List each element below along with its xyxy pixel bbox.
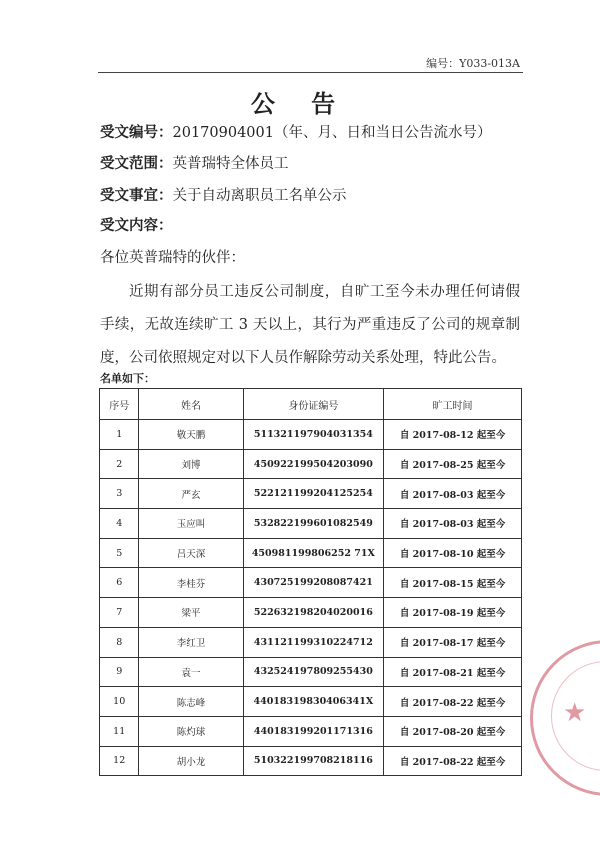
cell-id: 450981199806252 71X xyxy=(243,538,384,568)
cell-name: 李桂芬 xyxy=(139,568,243,598)
body-paragraph: 近期有部分员工违反公司制度，自旷工至今未办理任何请假手续，无故连续旷工 3 天以上，其行为严重违反了公司的规章制度，公司依照规定对以下人员作解除劳动关系处理，特此公告。 xyxy=(100,284,520,366)
cell-no: 4 xyxy=(100,509,139,539)
cell-id: 510322199708218116 xyxy=(243,746,384,776)
table-row xyxy=(100,420,522,450)
salutation: 各位英普瑞特的伙伴： xyxy=(100,250,245,266)
cell-absence: 自 2017-08-20 起至今 xyxy=(384,716,522,746)
cell-id: 522121199204125254 xyxy=(243,479,384,509)
table-row xyxy=(100,657,522,687)
field-value: 英普瑞特全体员工 xyxy=(172,156,289,172)
document-number: 编号：Y033-013A xyxy=(426,57,520,70)
cell-absence: 自 2017-08-25 起至今 xyxy=(384,449,522,479)
cell-id: 440183199201171316 xyxy=(243,716,384,746)
cell-no: 11 xyxy=(100,716,139,746)
cell-no: 2 xyxy=(100,449,139,479)
field-label: 受文内容： xyxy=(100,218,173,234)
table-row xyxy=(100,598,522,628)
cell-absence: 自 2017-08-12 起至今 xyxy=(384,420,522,450)
cell-no: 6 xyxy=(100,568,139,598)
cell-id: 430725199208087421 xyxy=(243,568,384,598)
table-row xyxy=(100,568,522,598)
cell-no: 5 xyxy=(100,538,139,568)
cell-absence: 自 2017-08-10 起至今 xyxy=(384,538,522,568)
cell-absence: 自 2017-08-19 起至今 xyxy=(384,598,522,628)
list-title: 名单如下： xyxy=(100,372,155,385)
cell-absence: 自 2017-08-03 起至今 xyxy=(384,509,522,539)
employee-table xyxy=(99,388,522,776)
company-seal xyxy=(530,640,600,796)
cell-name: 陈灼球 xyxy=(139,716,243,746)
page-title: 公 告 xyxy=(250,90,350,118)
cell-name: 袁一 xyxy=(139,657,243,687)
cell-id: 511321197904031354 xyxy=(243,420,384,450)
table-body xyxy=(100,420,522,776)
table-row xyxy=(100,627,522,657)
cell-no: 3 xyxy=(100,479,139,509)
table-row xyxy=(100,479,522,509)
cell-no: 9 xyxy=(100,657,139,687)
cell-absence: 自 2017-08-15 起至今 xyxy=(384,568,522,598)
cell-name: 吕天深 xyxy=(139,538,243,568)
cell-absence: 自 2017-08-03 起至今 xyxy=(384,479,522,509)
header-name: 姓名 xyxy=(139,389,243,420)
header-absence: 旷工时间 xyxy=(384,389,522,420)
cell-no: 8 xyxy=(100,627,139,657)
cell-id: 522632198204020016 xyxy=(243,598,384,628)
cell-id: 432524197809255430 xyxy=(243,657,384,687)
table-row xyxy=(100,746,522,776)
field-content xyxy=(100,214,173,235)
cell-id: 431121199310224712 xyxy=(243,627,384,657)
cell-absence: 自 2017-08-22 起至今 xyxy=(384,746,522,776)
cell-id: 532822199601082549 xyxy=(243,509,384,539)
field-label: 受文编号： xyxy=(100,125,173,141)
field-label: 受文事宜： xyxy=(100,188,173,204)
cell-name: 陈志峰 xyxy=(139,687,243,717)
header-rule xyxy=(98,72,523,73)
seal-star-icon: ★ xyxy=(563,698,587,728)
field-scope xyxy=(100,152,289,173)
cell-absence: 自 2017-08-17 起至今 xyxy=(384,627,522,657)
table-row xyxy=(100,538,522,568)
field-value: 关于自动离职员工名单公示 xyxy=(172,188,347,204)
cell-name: 梁平 xyxy=(139,598,243,628)
cell-name: 李红卫 xyxy=(139,627,243,657)
cell-id: 44018319830406341X xyxy=(243,687,384,717)
cell-absence: 自 2017-08-21 起至今 xyxy=(384,657,522,687)
cell-no: 12 xyxy=(100,746,139,776)
cell-name: 敬天鹏 xyxy=(139,420,243,450)
table-row xyxy=(100,509,522,539)
cell-name: 刘博 xyxy=(139,449,243,479)
cell-name: 严玄 xyxy=(139,479,243,509)
table-row xyxy=(100,449,522,479)
cell-id: 450922199504203090 xyxy=(243,449,384,479)
cell-name: 玉应叫 xyxy=(139,509,243,539)
field-label: 受文范围： xyxy=(100,156,173,172)
cell-no: 7 xyxy=(100,598,139,628)
field-subject xyxy=(100,184,347,205)
cell-name: 胡小龙 xyxy=(139,746,243,776)
header-id: 身份证编号 xyxy=(243,389,384,420)
table-row xyxy=(100,687,522,717)
cell-no: 1 xyxy=(100,420,139,450)
field-value: 20170904001（年、月、日和当日公告流水号） xyxy=(172,125,492,141)
table-row xyxy=(100,716,522,746)
cell-absence: 自 2017-08-22 起至今 xyxy=(384,687,522,717)
cell-no: 10 xyxy=(100,687,139,717)
field-doc-id xyxy=(100,121,491,142)
header-no: 序号 xyxy=(100,389,139,420)
table-header-row xyxy=(100,389,522,420)
